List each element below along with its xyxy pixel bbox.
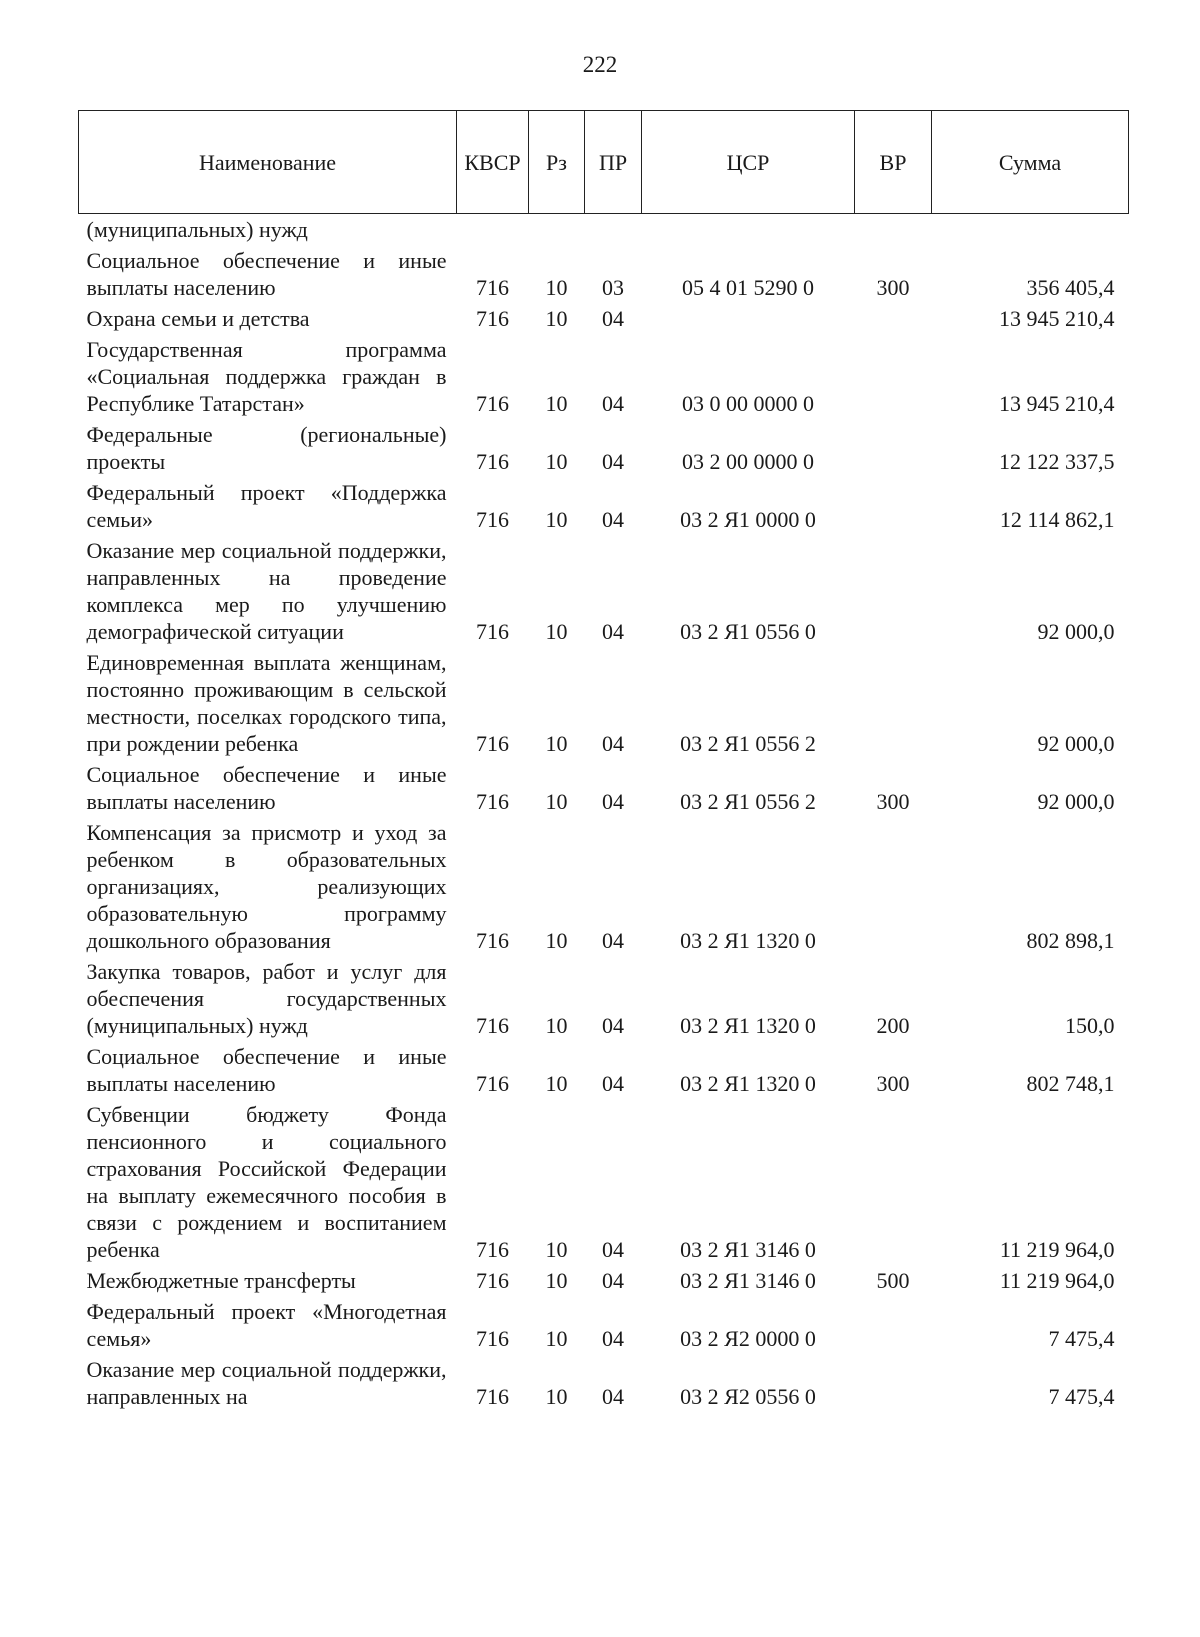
row-vr xyxy=(855,1099,932,1265)
row-vr xyxy=(855,419,932,477)
row-pr: 04 xyxy=(602,619,624,644)
row-name: Социальное обеспечение и иные выплаты населению xyxy=(86,1044,447,1096)
row-csr: 03 0 00 0000 0 xyxy=(682,391,814,416)
row-rz xyxy=(529,214,585,246)
table-row xyxy=(79,1354,1129,1412)
page-number: 222 xyxy=(582,52,618,77)
row-sum: 13 945 210,4 xyxy=(999,391,1115,416)
row-sum: 7 475,4 xyxy=(1048,1326,1115,1351)
row-vr: 500 xyxy=(876,1268,910,1293)
row-csr: 03 2 Я1 3146 0 xyxy=(680,1268,816,1293)
row-kvsr: 716 xyxy=(476,1071,509,1096)
row-rz: 10 xyxy=(545,1326,568,1351)
row-csr: 03 2 Я1 1320 0 xyxy=(680,1071,816,1096)
table-row xyxy=(79,214,1129,246)
row-pr: 03 xyxy=(602,275,624,300)
row-name: Социальное обеспечение и иные выплаты населению xyxy=(86,762,447,814)
row-rz: 10 xyxy=(545,731,568,756)
table-row xyxy=(79,303,1129,334)
row-vr: 300 xyxy=(876,789,910,814)
row-vr: 200 xyxy=(876,1013,910,1038)
row-vr xyxy=(855,303,932,334)
table-row xyxy=(79,1296,1129,1354)
row-pr: 04 xyxy=(602,391,624,416)
row-kvsr: 716 xyxy=(476,306,509,331)
row-rz: 10 xyxy=(545,306,568,331)
header-sum: Сумма xyxy=(932,111,1129,214)
row-csr: 03 2 Я1 3146 0 xyxy=(680,1237,816,1262)
row-kvsr: 716 xyxy=(476,1013,509,1038)
row-rz: 10 xyxy=(545,1013,568,1038)
table-row xyxy=(79,334,1129,419)
row-pr: 04 xyxy=(602,1384,624,1409)
table-header xyxy=(79,111,1129,214)
row-csr: 03 2 Я1 0000 0 xyxy=(680,507,816,532)
table-row xyxy=(79,956,1129,1041)
row-pr: 04 xyxy=(602,1326,624,1351)
header-csr: ЦСР xyxy=(642,111,855,214)
row-kvsr: 716 xyxy=(476,1268,509,1293)
row-csr: 03 2 Я1 1320 0 xyxy=(680,928,816,953)
row-csr: 03 2 Я1 0556 0 xyxy=(680,619,816,644)
row-sum: 7 475,4 xyxy=(1048,1384,1115,1409)
row-csr: 03 2 Я1 0556 2 xyxy=(680,789,816,814)
row-rz: 10 xyxy=(545,449,568,474)
row-sum: 11 219 964,0 xyxy=(999,1268,1115,1293)
table-row xyxy=(79,419,1129,477)
row-kvsr: 716 xyxy=(476,391,509,416)
row-name: Субвенции бюджету Фонда пенсионного и социального страхования Российской Федерации на выплату ежемесячного пособия в связи с рождением и воспитанием ребенка xyxy=(86,1102,447,1262)
row-name: Компенсация за присмотр и уход за ребенком в образовательных организациях, реализующих образовательную программу дошкольного образования xyxy=(86,820,447,953)
row-vr xyxy=(855,334,932,419)
row-kvsr: 716 xyxy=(476,1384,509,1409)
row-sum: 11 219 964,0 xyxy=(999,1237,1115,1262)
table-row xyxy=(79,477,1129,535)
row-csr xyxy=(642,214,855,246)
row-vr xyxy=(855,214,932,246)
row-name: Государственная программа «Социальная поддержка граждан в Республике Татарстан» xyxy=(86,337,447,416)
row-kvsr: 716 xyxy=(476,789,509,814)
header-kvsr: КВСР xyxy=(457,111,529,214)
row-pr: 04 xyxy=(602,449,624,474)
row-sum: 12 122 337,5 xyxy=(999,449,1115,474)
row-sum: 92 000,0 xyxy=(1037,731,1115,756)
header-pr: ПР xyxy=(585,111,642,214)
row-csr: 03 2 Я2 0000 0 xyxy=(680,1326,816,1351)
row-rz: 10 xyxy=(545,789,568,814)
row-pr: 04 xyxy=(602,1071,624,1096)
table-row xyxy=(79,647,1129,759)
row-kvsr: 716 xyxy=(476,275,509,300)
row-name: Закупка товаров, работ и услуг для обеспечения государственных (муниципальных) нужд xyxy=(86,959,447,1038)
row-sum xyxy=(932,214,1129,246)
table-row xyxy=(79,759,1129,817)
row-pr: 04 xyxy=(602,928,624,953)
table-row xyxy=(79,1099,1129,1265)
row-sum: 12 114 862,1 xyxy=(999,507,1115,532)
row-csr: 03 2 Я2 0556 0 xyxy=(680,1384,816,1409)
row-vr xyxy=(855,817,932,956)
table-row xyxy=(79,817,1129,956)
row-rz: 10 xyxy=(545,928,568,953)
row-sum: 802 748,1 xyxy=(1026,1071,1115,1096)
row-kvsr: 716 xyxy=(476,731,509,756)
row-kvsr: 716 xyxy=(476,1237,509,1262)
row-rz: 10 xyxy=(545,1237,568,1262)
table-row xyxy=(79,1041,1129,1099)
row-sum: 13 945 210,4 xyxy=(999,306,1115,331)
row-pr: 04 xyxy=(602,731,624,756)
row-vr: 300 xyxy=(876,1071,910,1096)
row-pr: 04 xyxy=(602,789,624,814)
row-csr: 03 2 Я1 0556 2 xyxy=(680,731,816,756)
row-name: Федеральный проект «Поддержка семьи» xyxy=(86,480,447,532)
row-sum: 92 000,0 xyxy=(1037,789,1115,814)
row-pr xyxy=(585,214,642,246)
row-name: Межбюджетные трансферты xyxy=(86,1268,356,1293)
row-kvsr: 716 xyxy=(476,1326,509,1351)
row-name: Охрана семьи и детства xyxy=(86,306,310,331)
row-vr xyxy=(855,1296,932,1354)
row-vr: 300 xyxy=(876,275,910,300)
row-kvsr: 716 xyxy=(476,449,509,474)
row-csr: 05 4 01 5290 0 xyxy=(682,275,814,300)
row-kvsr: 716 xyxy=(476,619,509,644)
row-vr xyxy=(855,647,932,759)
row-rz: 10 xyxy=(545,1384,568,1409)
row-name: Оказание мер социальной поддержки, направленных на xyxy=(86,1357,447,1409)
row-name: Федеральные (региональные) проекты xyxy=(86,422,447,474)
row-pr: 04 xyxy=(602,1013,624,1038)
row-kvsr: 716 xyxy=(476,928,509,953)
row-pr: 04 xyxy=(602,1268,624,1293)
table-row xyxy=(79,245,1129,303)
row-sum: 802 898,1 xyxy=(1026,928,1115,953)
row-name: Оказание мер социальной поддержки, направленных на проведение комплекса мер по улучшению демографической ситуации xyxy=(86,538,447,644)
table-row xyxy=(79,535,1129,647)
row-name: Федеральный проект «Многодетная семья» xyxy=(86,1299,447,1351)
row-csr: 03 2 00 0000 0 xyxy=(682,449,814,474)
row-kvsr xyxy=(457,214,529,246)
row-vr xyxy=(855,1354,932,1412)
row-name: (муниципальных) нужд xyxy=(86,217,308,242)
row-sum: 92 000,0 xyxy=(1037,619,1115,644)
row-name: Социальное обеспечение и иные выплаты населению xyxy=(86,248,447,300)
row-pr: 04 xyxy=(602,306,624,331)
row-sum: 356 405,4 xyxy=(1026,275,1115,300)
row-csr: 03 2 Я1 1320 0 xyxy=(680,1013,816,1038)
row-vr xyxy=(855,535,932,647)
row-pr: 04 xyxy=(602,1237,624,1262)
table-row xyxy=(79,1265,1129,1296)
row-rz: 10 xyxy=(545,619,568,644)
row-pr: 04 xyxy=(602,507,624,532)
row-rz: 10 xyxy=(545,275,568,300)
row-sum: 150,0 xyxy=(1065,1013,1115,1038)
row-name: Единовременная выплата женщинам, постоянно проживающим в сельской местности, поселках городского типа, при рождении ребенка xyxy=(86,650,447,756)
header-rz: Рз xyxy=(529,111,585,214)
row-vr xyxy=(855,477,932,535)
budget-table xyxy=(78,110,1129,1412)
header-vr: ВР xyxy=(855,111,932,214)
header-name: Наименование xyxy=(79,111,457,214)
row-rz: 10 xyxy=(545,1071,568,1096)
row-kvsr: 716 xyxy=(476,507,509,532)
row-rz: 10 xyxy=(545,507,568,532)
row-rz: 10 xyxy=(545,1268,568,1293)
row-csr xyxy=(642,303,855,334)
row-rz: 10 xyxy=(545,391,568,416)
table-body xyxy=(79,214,1129,1413)
